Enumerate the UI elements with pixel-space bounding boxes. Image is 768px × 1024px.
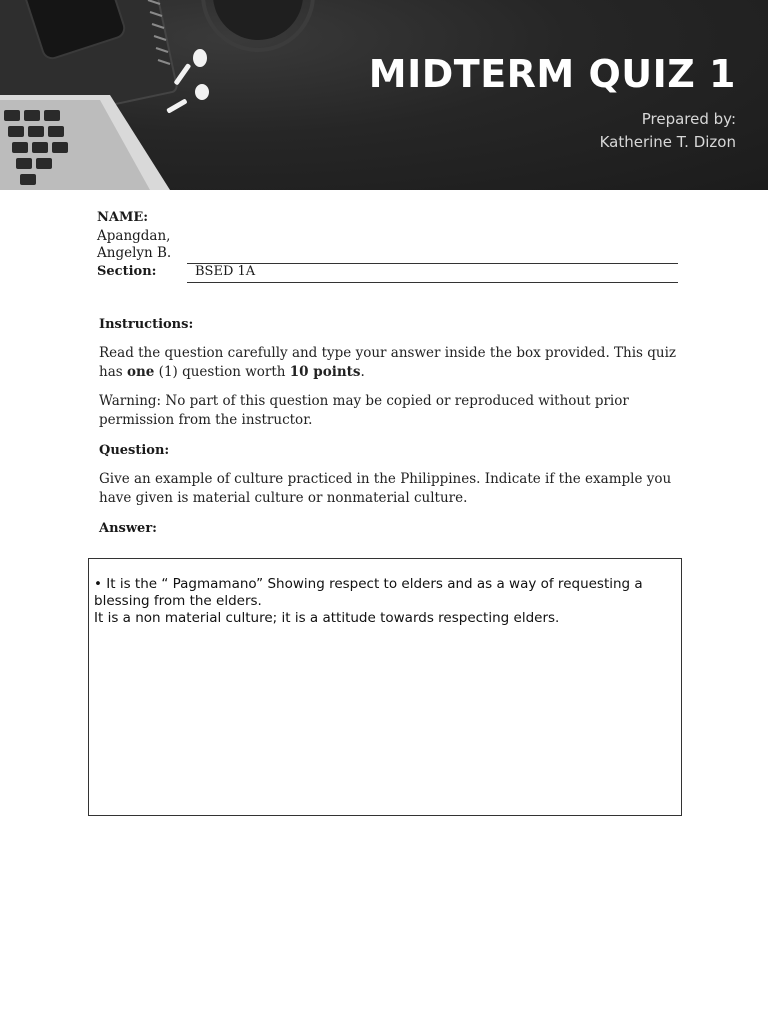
name-underline xyxy=(187,263,678,264)
instructions-text xyxy=(99,344,689,382)
instructions-text-part2: (1) question worth xyxy=(154,364,290,380)
question-heading: Question: xyxy=(99,443,170,458)
answer-line-2: It is a non material culture; it is a attitude towards respecting elders. xyxy=(94,610,560,626)
instructions-text-part3: . xyxy=(360,364,365,380)
section-field[interactable]: BSED 1A xyxy=(195,264,256,279)
name-label: NAME: xyxy=(97,210,149,225)
answer-line-1: • It is the “ Pagmamano” Showing respect to elders and as a way of requesting a blessing from the elders. xyxy=(94,576,643,609)
answer-text[interactable] xyxy=(94,576,678,627)
header-banner xyxy=(0,0,768,190)
name-field[interactable]: Apangdan, Angelyn B. xyxy=(97,228,172,261)
instructor-name: Katherine T. Dizon xyxy=(599,133,736,151)
prepared-by-label: Prepared by: xyxy=(641,110,736,128)
instructions-text-part1: Read the question carefully and type your answer inside the box provided. This quiz has xyxy=(99,345,677,380)
instructions-heading: Instructions: xyxy=(99,317,194,332)
section-underline xyxy=(187,282,678,283)
answer-heading: Answer: xyxy=(99,521,157,536)
instructions-bold-points: 10 points xyxy=(289,364,361,380)
instructions-bold-one: one xyxy=(126,364,155,380)
quiz-title: MIDTERM QUIZ 1 xyxy=(368,52,736,96)
section-label: Section: xyxy=(97,264,157,279)
question-text: Give an example of culture practiced in the Philippines. Indicate if the example you have given is material culture or nonmaterial culture. xyxy=(99,471,672,506)
warning-text: Warning: No part of this question may be copied or reproduced without prior permission from the instructor. xyxy=(99,393,629,428)
